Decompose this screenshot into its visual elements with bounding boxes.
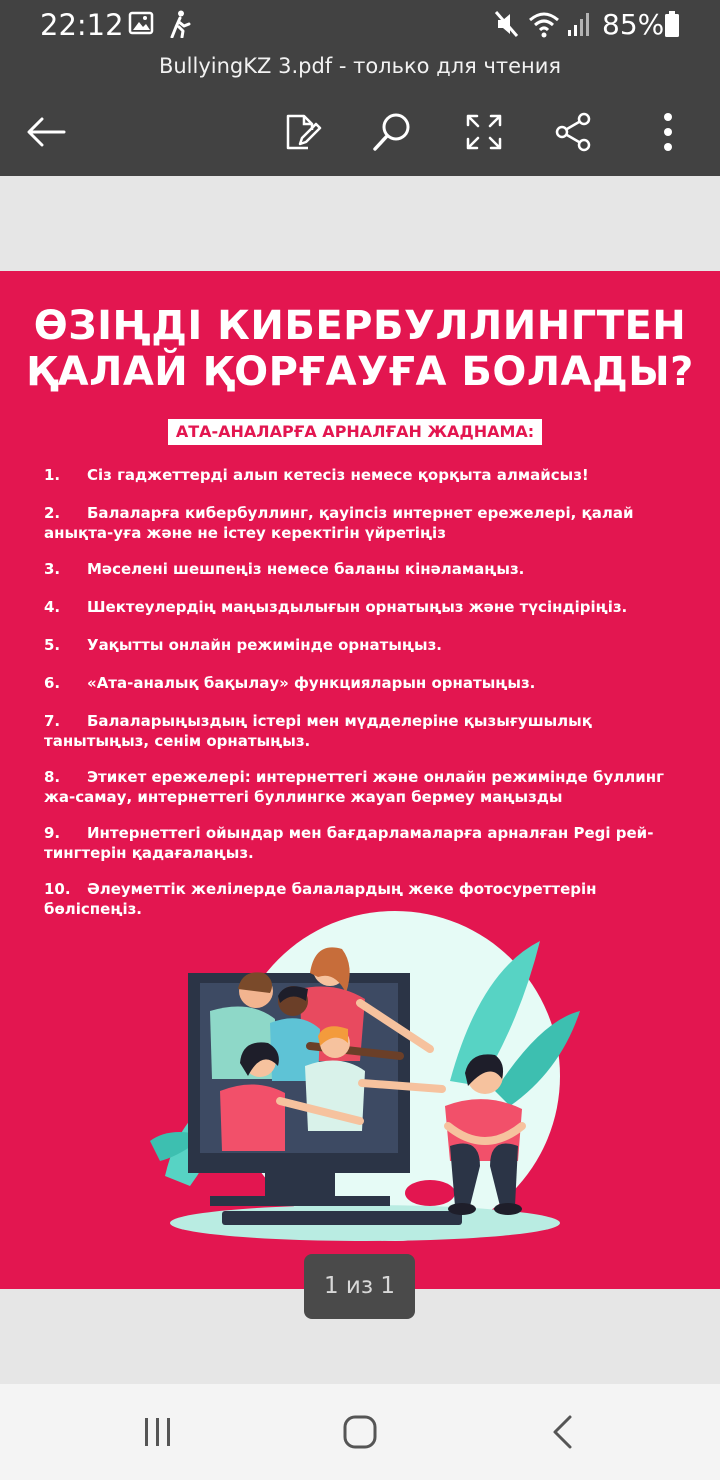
page-title xyxy=(0,303,720,395)
fullscreen-button[interactable] xyxy=(456,104,512,160)
pdf-page xyxy=(0,271,720,1289)
list-item: 5. Уақытты онлайн режимінде орнатыңыз. xyxy=(44,636,442,654)
document-title-bar: BullyingKZ 3.pdf - только для чтения xyxy=(158,54,562,78)
status-bar xyxy=(0,0,720,48)
pdf-viewer[interactable] xyxy=(0,176,720,1384)
more-icon xyxy=(663,112,673,152)
mute-icon xyxy=(494,10,520,43)
share-icon xyxy=(554,112,594,152)
search-button[interactable] xyxy=(364,104,420,160)
walking-icon xyxy=(168,10,192,43)
share-button[interactable] xyxy=(546,104,602,160)
fullscreen-icon xyxy=(465,113,503,151)
image-icon xyxy=(128,10,154,41)
navigation-bar xyxy=(0,1384,720,1480)
list-item: 4. Шектеулердің маңыздылығын орнатыңыз және түсіндіріңіз. xyxy=(44,598,628,616)
edit-icon xyxy=(282,112,322,152)
status-time: 22:12 xyxy=(40,8,124,42)
battery-icon xyxy=(664,10,680,43)
home-button[interactable] xyxy=(330,1406,390,1458)
home-icon xyxy=(342,1414,378,1450)
back-button[interactable] xyxy=(18,104,74,160)
recents-icon xyxy=(142,1416,174,1448)
page-title-line-1: ӨЗІҢДІ КИБЕРБУЛЛИНГТЕН xyxy=(33,303,687,349)
signal-icon xyxy=(566,10,592,43)
back-nav-icon xyxy=(550,1414,574,1450)
list-item: 1. Сіз гаджеттерді алып кетесіз немесе қорқыта алмайсыз! xyxy=(44,466,589,484)
page-subtitle: АТА-АНАЛАРҒА АРНАЛҒАН ЖАДНАМА: xyxy=(168,419,542,445)
recents-button[interactable] xyxy=(128,1406,188,1458)
app-bar xyxy=(0,48,720,176)
list-item: 7. Балаларыңыздың істері мен мүдделеріне қызығушылық танытыңыз, сенім орнатыңыз. xyxy=(44,712,592,750)
back-nav-button[interactable] xyxy=(532,1406,592,1458)
battery-percent: 85% xyxy=(602,8,665,41)
page-indicator: 1 из 1 xyxy=(304,1254,415,1319)
edit-button[interactable] xyxy=(274,104,330,160)
list-item: 6. «Ата-аналық бақылау» функцияларын орнатыңыз. xyxy=(44,674,536,692)
list-item: 2. Балаларға кибербуллинг, қауіпсіз интернет ережелері, қалай анықта-уға және не істеу керектігін үйретіңіз xyxy=(44,504,634,542)
page-title-line-2: ҚАЛАЙ ҚОРҒАУҒА БОЛАДЫ? xyxy=(26,349,694,395)
more-button[interactable] xyxy=(640,104,696,160)
cyberbullying-illustration xyxy=(150,911,580,1241)
list-item: 3. Мәселені шешпеңіз немесе баланы кінәламаңыз. xyxy=(44,560,525,578)
list-item: 9. Интернеттегі ойындар мен бағдарламаларға арналған Pegi рей-тингтерін қадағалаңыз. xyxy=(44,824,654,862)
list-item: 10. Әлеуметтік желілерде балалардың жеке фотосуреттерін бөліспеңіз. xyxy=(44,880,597,918)
list-item: 8. Этикет ережелері: интернеттегі және онлайн режимінде буллинг жа-самау, интернеттегі буллингке жауап бермеу маңызды xyxy=(44,768,664,806)
search-icon xyxy=(372,112,412,152)
wifi-icon xyxy=(528,10,560,43)
back-icon xyxy=(26,116,66,148)
